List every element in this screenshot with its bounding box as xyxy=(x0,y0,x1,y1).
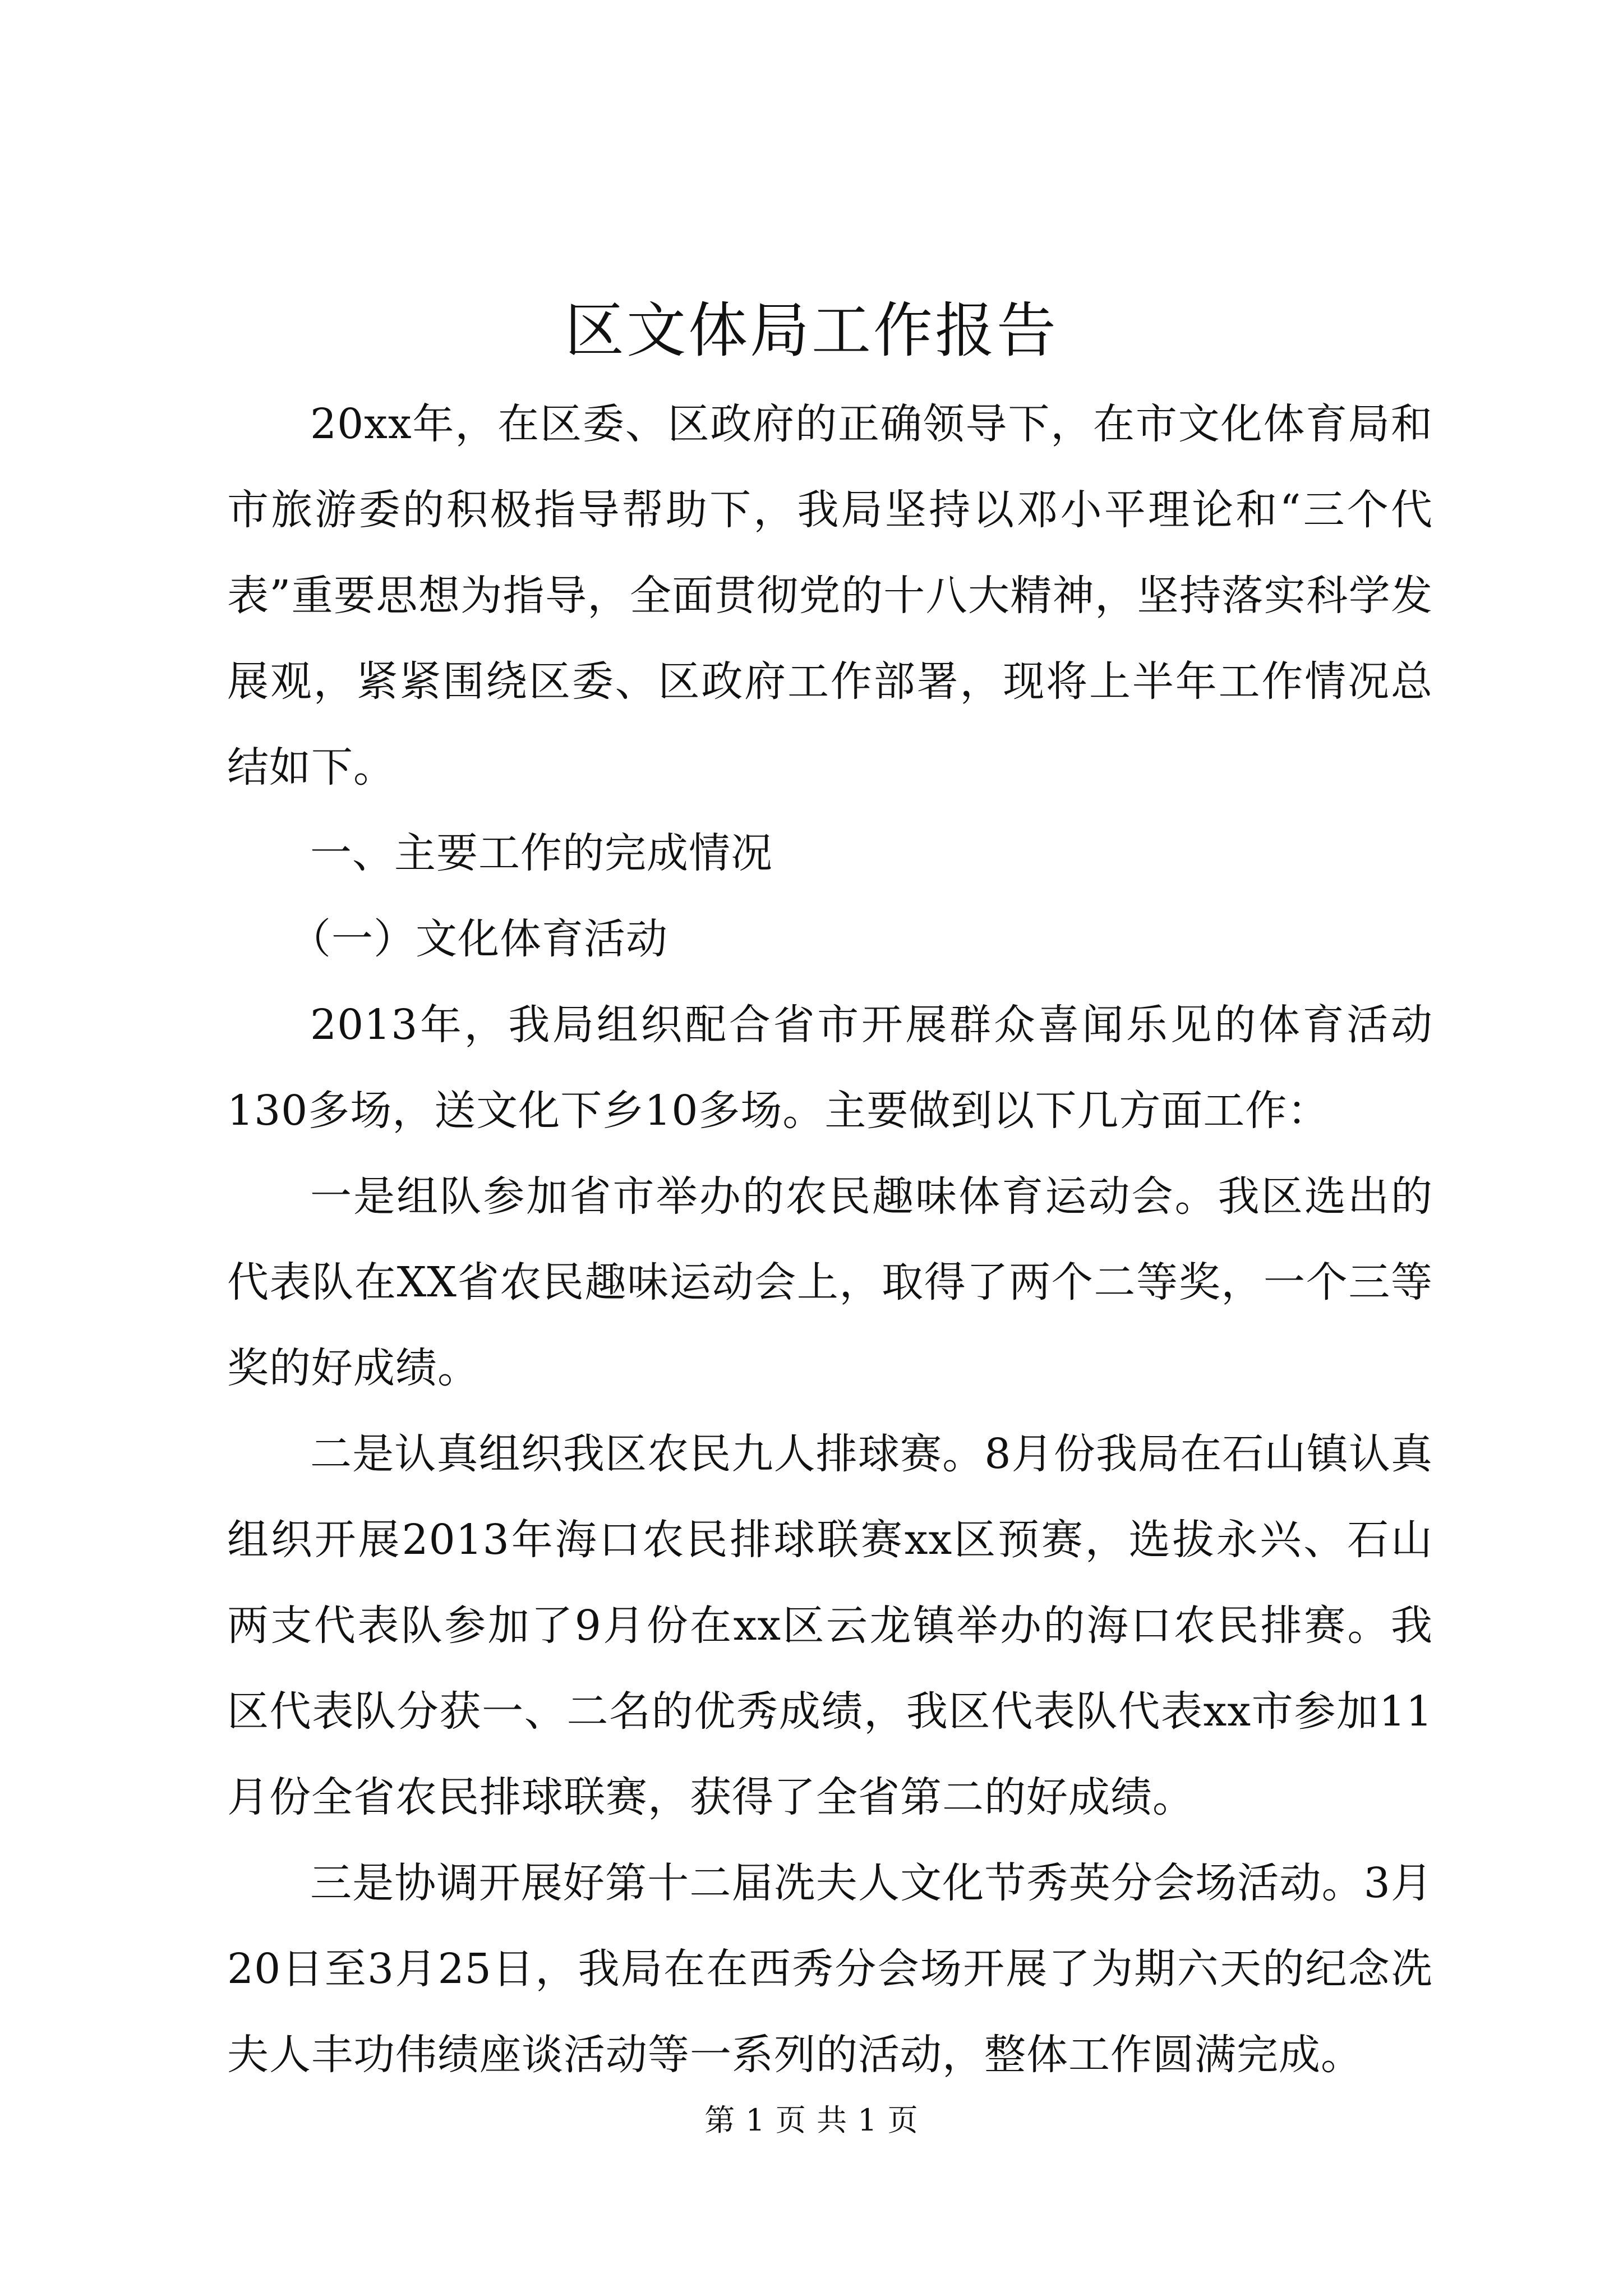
body-paragraph-culture-festival: 三是协调开展好第十二届冼夫人文化节秀英分会场活动。3月20日至3月25日，我局在在西秀分会场开展了为期六天的纪念冼夫人丰功伟绩座谈活动等一系列的活动，整体工作圆满完成。 xyxy=(227,1859,1433,2079)
document-title: 区文体局工作报告 xyxy=(565,296,1058,365)
document-body xyxy=(227,381,1433,2098)
body-paragraph-summary: 2013年，我局组织配合省市开展群众喜闻乐见的体育活动130多场，送文化下乡10多场。主要做到以下几方面工作： xyxy=(227,1001,1433,1135)
intro-paragraph: 20xx年，在区委、区政府的正确领导下，在市文化体育局和市旅游委的积极指导帮助下，我局坚持以邓小平理论和“三个代表”重要思想为指导，全面贯彻党的十八大精神，坚持落实科学发展观，紧紧围绕区委、区政府工作部署，现将上半年工作情况总结如下。 xyxy=(227,400,1433,792)
section-heading: 一、主要工作的完成情况 xyxy=(310,829,773,877)
body-paragraph-sports-meet: 一是组队参加省市举办的农民趣味体育运动会。我区选出的代表队在XX省农民趣味运动会上，取得了两个二等奖，一个三等奖的好成绩。 xyxy=(227,1172,1433,1392)
subsection-heading: （一）文化体育活动 xyxy=(289,915,668,963)
page-number-footer: 第 1 页 共 1 页 xyxy=(704,2102,919,2138)
body-paragraph-volleyball: 二是认真组织我区农民九人排球赛。8月份我局在石山镇认真组织开展2013年海口农民排球联赛xx区预赛，选拔永兴、石山两支代表队参加了9月份在xx区云龙镇举办的海口农民排赛。我区代表队分获一、二名的优秀成绩，我区代表队代表xx市参加11月份全省农民排球联赛，获得了全省第二的好成绩。 xyxy=(227,1430,1433,1821)
